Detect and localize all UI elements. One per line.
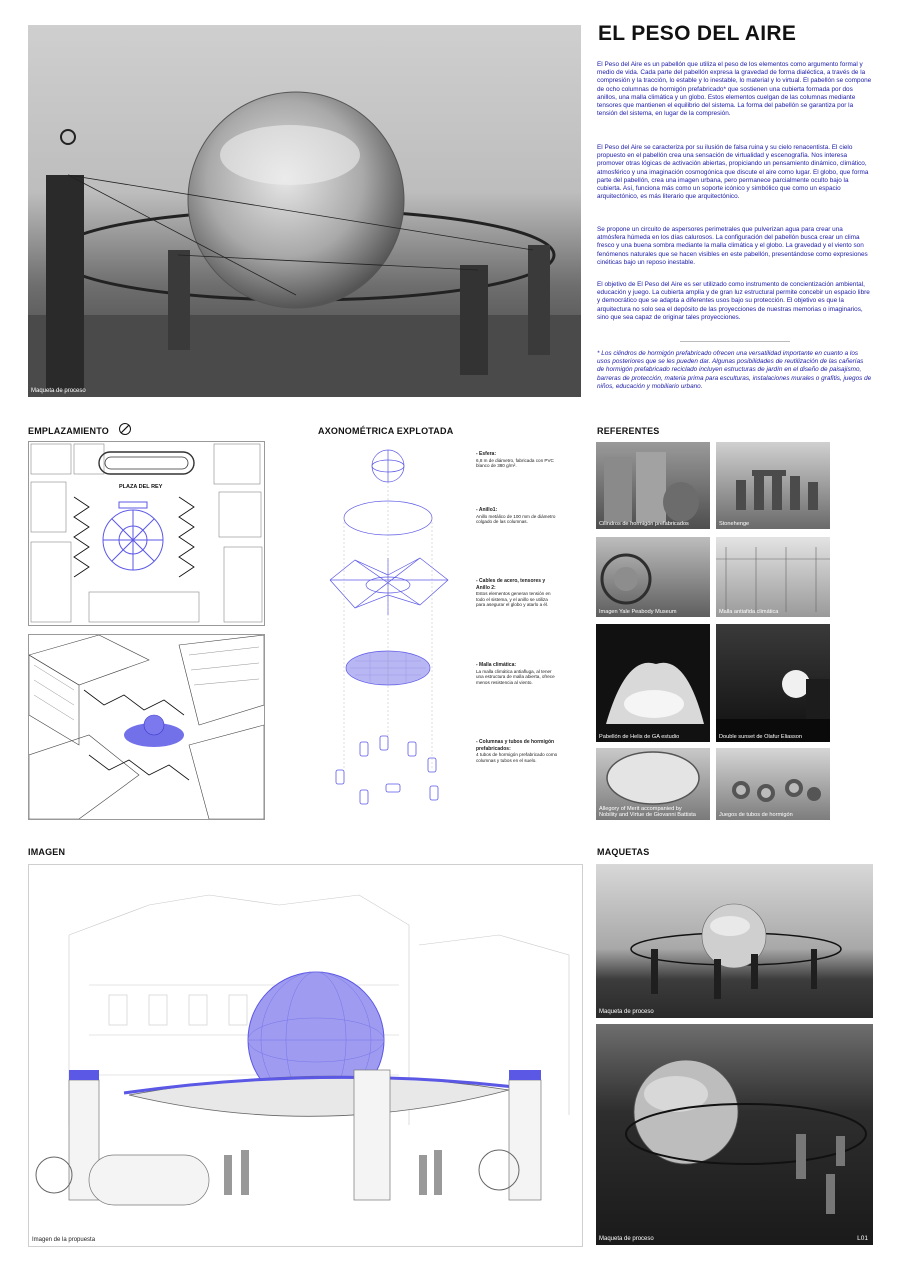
ref-helis-photo	[596, 624, 710, 742]
section-title-referentes: REFERENTES	[597, 426, 660, 436]
ref-caption-4: Malla antiafida climática	[719, 609, 779, 615]
ref-caption-6: Double sunset de Olafur Eliasson	[719, 734, 803, 740]
ref-caption-5: Pabellón de Helis de GA estudio	[599, 734, 680, 740]
ref-juegos-photo	[716, 748, 830, 820]
model-photo-1	[596, 864, 873, 1018]
site-plan	[28, 441, 265, 626]
axo-label-esfera	[476, 451, 558, 469]
site-axonometric	[28, 634, 265, 820]
axo-label-malla-text: La malla climática antiafluga, al tener una estructura de malla abierta, ofrece menos resistencia al viento.	[476, 668, 555, 685]
divider	[680, 341, 790, 342]
ref-peabody	[596, 537, 710, 617]
description-paragraph-4: El objetivo de El Peso del Aire es ser utilizado como instrumento de concientización ambiental, educación y juego. La cubierta amplia y de gran luz estructural permite concebir un espacio libre y democrático que se adapta a diferentes usos bajo su protección. El objetivo es que la arquitectura no solo sea el depósito de las proyecciones de nuestras memorias o imaginarios, sino que sea capaz de originar tales proyecciones.	[597, 281, 870, 321]
ref-malla-photo	[716, 537, 830, 617]
axo-label-anillo	[476, 507, 558, 525]
axo-label-cables-text: Estos elementos generan tensión en todo el sistema, y el anillo se utiliza para asegurar el globo y atarlo a él.	[476, 591, 551, 608]
axo-label-anillo-text: Anillo metálico de 100 mm de diámetro colgado de las columnas.	[476, 513, 556, 525]
hero-caption: Maqueta de proceso	[31, 388, 86, 394]
render-caption: Imagen de la propuesta	[32, 1237, 96, 1243]
section-title-maquetas: MAQUETAS	[597, 847, 650, 857]
model-caption-2: Maqueta de proceso	[599, 1236, 654, 1242]
exploded-axonometric	[300, 440, 475, 810]
ref-double-sunset-photo	[716, 624, 830, 742]
axo-label-columnas-text: 4 tubos de hormigón prefabricado como columnas y tubos en el suelo.	[476, 752, 558, 763]
ref-double-sunset	[716, 624, 830, 742]
ref-stonehenge-photo	[716, 442, 830, 529]
section-title-emplazamiento: EMPLAZAMIENTO	[28, 426, 109, 436]
section-title-axonometrica: AXONOMÉTRICA EXPLOTADA	[318, 426, 454, 436]
ref-caption-2: Stonehenge	[719, 521, 750, 527]
axo-label-columnas	[476, 739, 558, 763]
axo-label-anillo-title: - Anillo1:	[476, 507, 498, 513]
site-axonometric-drawing	[29, 635, 264, 819]
model-photo-2	[596, 1024, 873, 1245]
description-paragraph-3: Se propone un circuito de aspersores perimetrales que pulverizan agua para crear una atmósfera húmeda en los días calurosos. La configuración del pabellón busca crear un clima fresco y una buena sombra mediante la malla climática y el globo. La gravedad y el viento son fenómenos naturales que se hacen visibles en este pabellón, presentándose como expresiones cinéticas bajo un reposo inestable.	[597, 226, 868, 266]
description-paragraph-1: El Peso del Aire es un pabellón que utiliza el peso de los elementos como argumento formal y medio de vida. Cada parte del pabellón expresa la gravedad de forma dialéctica, a través de la compresión y la tracción, lo estable y lo inestable, lo material y lo virtual. El pabellón se compone de ocho columnas de hormigón prefabricado* que sostienen una cubierta formada por dos anillos, una malla climática y un globo. Estos elementos cuelgan de las columnas mediante tensores que mantienen el equilibrio del sistema. La forma del pabellón se garantiza por la tensión del sistema, en lugar de la compresión.	[597, 61, 872, 118]
ref-cilindros	[596, 442, 710, 529]
model-photo-2-drawing	[596, 1024, 873, 1245]
axo-label-cables	[476, 578, 558, 608]
ref-caption-1: Cilindros de hormigón prefabricados	[599, 521, 689, 527]
axo-label-malla-title: - Malla climática:	[476, 662, 517, 668]
ref-caption-3: Imagen Yale Peabody Museum	[599, 609, 677, 615]
axo-label-esfera-text: 6,8 m de diámetro, fabricada con PVC blanco de 380 g/m².	[476, 457, 554, 469]
ref-cilindros-photo	[596, 442, 710, 529]
ref-caption-7: Allegory of Merit accompanied by Nobility and Virtue de Giovanni Battista	[599, 805, 696, 818]
ref-helis	[596, 624, 710, 742]
page-title: EL PESO DEL AIRE	[598, 22, 797, 45]
hero-model-drawing	[28, 25, 581, 397]
site-plan-drawing	[29, 442, 264, 625]
ref-allegory	[596, 748, 710, 820]
ref-malla	[716, 537, 830, 617]
model-photo-1-drawing	[596, 864, 873, 1018]
ref-peabody-photo	[596, 537, 710, 617]
hero-photo	[28, 25, 581, 397]
ref-stonehenge	[716, 442, 830, 529]
proposal-render-drawing	[29, 865, 582, 1246]
axo-label-esfera-title: - Esfera:	[476, 451, 497, 457]
sheet-number: L01	[857, 1235, 868, 1242]
description-paragraph-2: El Peso del Aire se caracteriza por su ilusión de falsa ruina y su cielo renacentista. El cielo propuesto en el pabellón crea una sensación de virtualidad y escenografía. Nos interesa promover otras lógicas de activación abiertas, propiciando un pensamiento dinámico, climático, atmosférico y una imaginación cosmogónica que discute el aire como lugar. El globo, que forma parte del pabellón, crea una imagen urbana, pero permanece parcialmente oculto bajo la cubierta. Así, funciona más como un soporte icónico y simbólico que como un espacio arquitectónico, es más literario que arquitectónico.	[597, 144, 869, 201]
proposal-render	[28, 864, 583, 1247]
axo-label-columnas-title: - Columnas y tubos de hormigón prefabricados:	[476, 739, 555, 752]
model-caption-1: Maqueta de proceso	[599, 1009, 654, 1015]
ref-juegos	[716, 748, 830, 820]
north-arrow-icon	[118, 422, 132, 436]
description-footnote: * Los cilindros de hormigón prefabricado ofrecen una versatilidad importante en cuanto a los usos posteriores que se les pueden dar. Algunas posibilidades de reutilización de las cañerías de hormigón prefabricado reciclado incluyen estructuras de jardín en el diseño de paisajismo, barreras de protección, materia prima para esculturas, instalaciones murales o grafitis, juegos de niños, educación y mobiliario urbano.	[597, 350, 872, 390]
axo-label-malla	[476, 662, 558, 685]
ref-caption-8: Juegos de tubos de hormigón	[719, 812, 793, 818]
exploded-axonometric-drawing	[300, 440, 475, 810]
plaza-label: PLAZA DEL REY	[119, 484, 163, 490]
section-title-imagen: IMAGEN	[28, 847, 66, 857]
axo-label-cables-title: - Cables de acero, tensores y Anillo 2:	[476, 578, 546, 591]
